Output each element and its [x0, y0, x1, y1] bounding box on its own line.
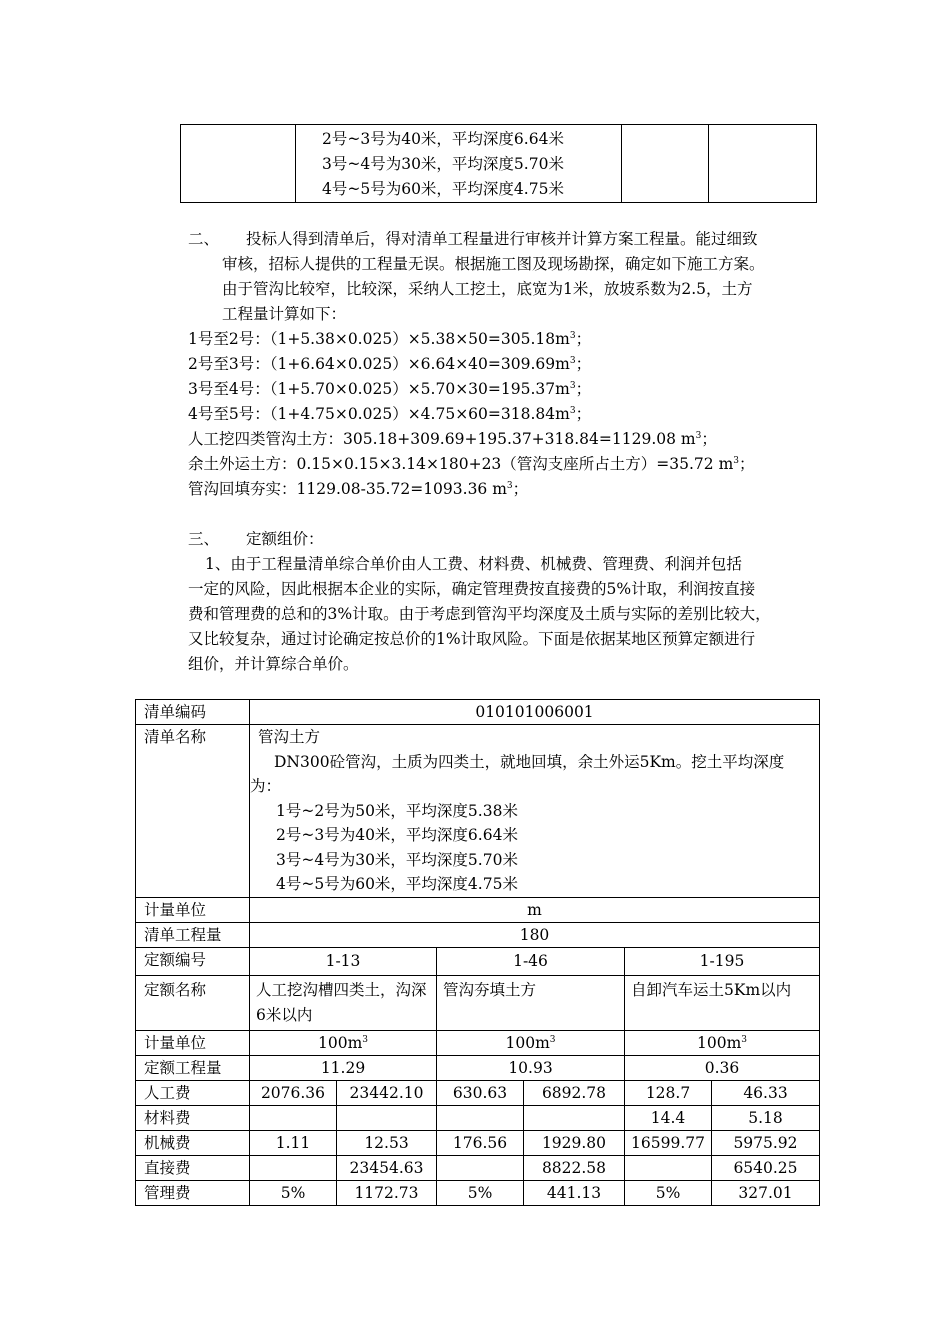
section-2-para-line: 由于管沟比较窄，比较深，采纳人工挖土，底宽为1米，放坡系数为2.5，土方	[222, 280, 753, 298]
quota-qty-label: 定额工程量	[136, 1055, 250, 1080]
section-2-number: 二、	[188, 230, 220, 248]
quota-name-label: 定额名称	[136, 975, 250, 1030]
cost-cell: 327.01	[712, 1180, 820, 1205]
table-row	[136, 1080, 820, 1105]
cost-cell: 1929.80	[524, 1130, 625, 1155]
section-3-para-line: 组价，并计算综合单价。	[188, 655, 359, 673]
quota-qty: 10.93	[437, 1055, 625, 1080]
section-3-title: 定额组价：	[246, 530, 324, 548]
table-row	[136, 1055, 820, 1080]
name-line: 1号~2号为50米，平均深度5.38米	[276, 801, 518, 820]
cost-cell: 12.53	[337, 1130, 437, 1155]
cost-cell: 5%	[437, 1180, 524, 1205]
quota-qty: 0.36	[625, 1055, 820, 1080]
cost-cell	[524, 1105, 625, 1130]
desc-line: 2号~3号为40米，平均深度6.64米	[322, 130, 564, 148]
table-row	[136, 1105, 820, 1130]
section-3-para-line: 费和管理费的总和的3%计取。由于考虑到管沟平均深度及土质与实际的差别比较大，	[188, 605, 771, 623]
continued-table-cell	[181, 125, 296, 203]
table-row	[136, 1155, 820, 1180]
cost-cell	[437, 1105, 524, 1130]
section-2-first-line	[188, 227, 758, 252]
cost-cell	[625, 1155, 712, 1180]
continued-table	[180, 124, 817, 203]
cost-cell: 5.18	[712, 1105, 820, 1130]
cost-cell: 441.13	[524, 1180, 625, 1205]
quota-unit: $100m^3$	[625, 1030, 820, 1055]
cost-cell: 5975.92	[712, 1130, 820, 1155]
calc-line: 管沟回填夯实：1129.08-35.72=1093.36 $m^3$；	[188, 480, 529, 498]
section-2-para-line: 工程量计算如下：	[222, 305, 347, 323]
section-2-para-line: 审核，招标人提供的工程量无误。根据施工图及现场勘探，确定如下施工方案。	[222, 255, 765, 273]
section-3-para-line: 一定的风险，因此根据本企业的实际，确定管理费按直接费的5%计取，利润按直接	[188, 580, 756, 598]
continued-table-desc-cell	[296, 125, 622, 203]
cost-cell: 8822.58	[524, 1155, 625, 1180]
section-3-heading	[188, 527, 324, 552]
desc-line: 4号~5号为60米，平均深度4.75米	[322, 180, 564, 198]
cost-cell: 14.4	[625, 1105, 712, 1130]
name-label: 清单名称	[136, 725, 250, 898]
calc-line: 2号至3号：$(1+6.64\times 0.025)\times 6.64\times 40=309.69m^3$；	[188, 355, 592, 373]
cost-cell: 16599.77	[625, 1130, 712, 1155]
cost-label: 人工费	[136, 1080, 250, 1105]
quota-table	[135, 699, 820, 1206]
name-line: 管沟土方	[258, 728, 321, 746]
cost-cell: 23442.10	[337, 1080, 437, 1105]
cost-cell	[250, 1155, 337, 1180]
cost-label: 材料费	[136, 1105, 250, 1130]
continued-table-cell	[709, 125, 817, 203]
section-3-number: 三、	[188, 530, 220, 548]
quota-code: 1-46	[437, 947, 625, 975]
quota-unit: $100m^3$	[437, 1030, 625, 1055]
table-row	[136, 897, 820, 922]
cost-cell: 2076.36	[250, 1080, 337, 1105]
quota-name: 管沟夯填土方	[437, 975, 625, 1030]
section-3-para-line: 又比较复杂，通过讨论确定按总价的1%计取风险。下面是依据某地区预算定额进行	[188, 630, 756, 648]
table-row	[136, 725, 820, 898]
table-row	[136, 922, 820, 947]
qty-value: 180	[250, 922, 820, 947]
name-line: 为：	[250, 777, 282, 795]
cost-cell: 6892.78	[524, 1080, 625, 1105]
cost-label: 直接费	[136, 1155, 250, 1180]
calc-line: 余土外运土方：0.15×0.15×3.14×180+23（管沟支座所占土方）=35.72 $m^3$；	[188, 455, 755, 473]
continued-table-cell	[622, 125, 709, 203]
cost-cell: 1172.73	[337, 1180, 437, 1205]
cost-cell: 176.56	[437, 1130, 524, 1155]
quota-name: 自卸汽车运土5Km以内	[625, 975, 820, 1030]
table-row	[136, 700, 820, 725]
cost-label: 机械费	[136, 1130, 250, 1155]
calc-line: 3号至4号：$(1+5.70\times 0.025)\times 5.70\times 30=195.37m^3$；	[188, 380, 592, 398]
calc-line: 4号至5号：$(1+4.75\times 0.025)\times 4.75\times 60=318.84m^3$；	[188, 405, 592, 423]
cost-cell: 5%	[250, 1180, 337, 1205]
table-row	[136, 1130, 820, 1155]
code-label: 清单编码	[136, 700, 250, 725]
quota-qty: 11.29	[250, 1055, 437, 1080]
quota-code: 1-13	[250, 947, 437, 975]
table-row	[136, 1180, 820, 1205]
code-value: 010101006001	[250, 700, 820, 725]
cost-cell	[437, 1155, 524, 1180]
name-line: 2号~3号为40米，平均深度6.64米	[276, 826, 518, 844]
cost-cell: 1.11	[250, 1130, 337, 1155]
unit-label: 计量单位	[136, 897, 250, 922]
name-value	[250, 725, 820, 898]
desc-line: 3号~4号为30米，平均深度5.70米	[322, 155, 564, 173]
table-row	[136, 947, 820, 975]
cost-label: 管理费	[136, 1180, 250, 1205]
table-row	[136, 975, 820, 1030]
name-line: 4号~5号为60米，平均深度4.75米	[276, 875, 518, 893]
cost-cell: 128.7	[625, 1080, 712, 1105]
calc-line: 人工挖四类管沟土方：305.18+309.69+195.37+318.84=1129.08 $m^3$；	[188, 430, 717, 448]
section-2-para-line: 投标人得到清单后，得对清单工程量进行审核并计算方案工程量。能过细致	[246, 230, 758, 248]
cost-cell: 6540.25	[712, 1155, 820, 1180]
qty-label: 清单工程量	[136, 922, 250, 947]
quota-unit-label: 计量单位	[136, 1030, 250, 1055]
table-row	[136, 1030, 820, 1055]
quota-code: 1-195	[625, 947, 820, 975]
section-3-para-line: 1、由于工程量清单综合单价由人工费、材料费、机械费、管理费、利润并包括	[205, 555, 742, 573]
cost-cell: 5%	[625, 1180, 712, 1205]
cost-cell: 23454.63	[337, 1155, 437, 1180]
cost-cell: 630.63	[437, 1080, 524, 1105]
name-line: DN300砼管沟，土质为四类土，就地回填，余土外运5Km。挖土平均深度	[274, 752, 785, 771]
calc-line: 1号至2号：$(1+5.38\times 0.025)\times 5.38\times 50=305.18m^3$；	[188, 330, 592, 348]
quota-unit: $100m^3$	[250, 1030, 437, 1055]
name-line: 3号~4号为30米，平均深度5.70米	[276, 850, 518, 869]
cost-cell	[250, 1105, 337, 1130]
quota-name: 人工挖沟槽四类土，沟深6米以内	[250, 975, 437, 1030]
quota-code-label: 定额编号	[136, 947, 250, 975]
cost-cell	[337, 1105, 437, 1130]
cost-cell: 46.33	[712, 1080, 820, 1105]
unit-value: m	[250, 897, 820, 922]
